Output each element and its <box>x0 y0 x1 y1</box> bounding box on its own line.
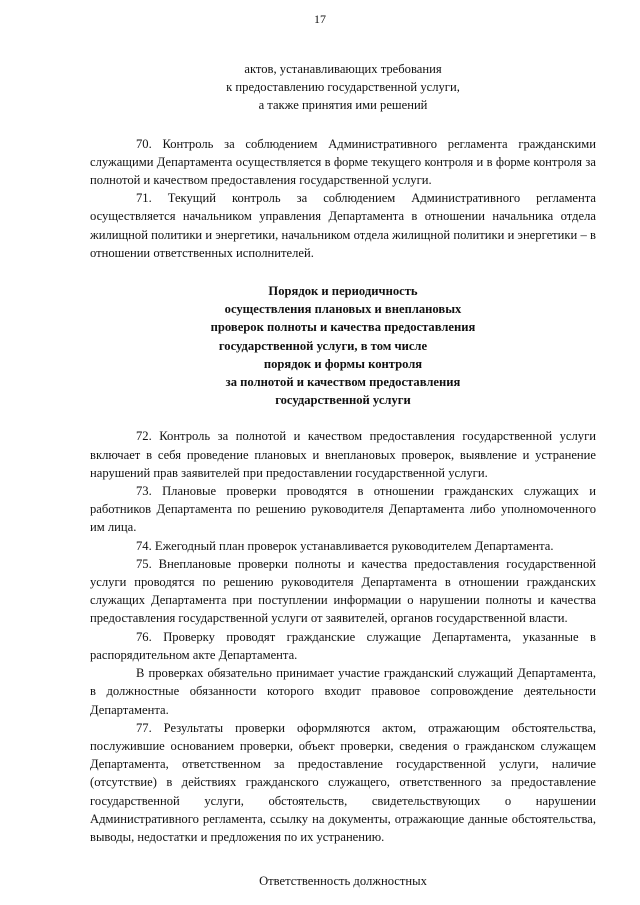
heading-continuation-line: актов, устанавливающих требования <box>244 62 442 76</box>
next-section-heading: Ответственность должностных <box>259 874 427 889</box>
section-heading-line: государственной услуги, в том числе <box>218 338 428 353</box>
paragraph-75: 75. Внеплановые проверки полноты и качества предоставления государственной услуги проводятся по решению руководителя Департамента в отношении гражданских служащих Департамента при поступлении информации о нарушении полноты и качества предоставления государственной услуги от заявителей, органов государственной власти. <box>90 556 596 626</box>
paragraph-77: 77. Результаты проверки оформляются актом, отражающим обстоятельства, послужившие основанием проверки, объект проверки, сведения о гражданском служащем Департамента, ответственном за предоставление государственной услуги, наличие (отсутствие) в действиях гражданского служащего, ответственного за предоставление государственной услуги, обстоятельств, свидетельствующих о нарушении Административного регламента, ссылку на документы, отражающие данные обстоятельства, выводы, недостатки и предложения по их устранению. <box>90 720 596 844</box>
paragraph-74: 74. Ежегодный план проверок устанавливается руководителем Департамента. <box>136 538 554 553</box>
section-heading-line: осуществления плановых и внеплановых <box>224 302 462 317</box>
paragraph-70: 70. Контроль за соблюдением Административного регламента гражданскими служащими Департамента осуществляется в форме текущего контроля и в форме контроля за полнотой и качеством предоставления государственной услуги. <box>90 136 596 188</box>
section-heading <box>90 282 596 409</box>
page-number: 17 <box>314 12 326 26</box>
paragraph-71: 71. Текущий контроль за соблюдением Административного регламента осуществляется начальником управления Департамента в отношении начальника отдела жилищной политики и энергетики, начальником отдела жилищной политики и энергетики – в отношении ответственных исполнителей. <box>90 191 596 260</box>
section-heading-line: порядок и формы контроля <box>263 356 423 371</box>
section-heading-line: за полнотой и качеством предоставления <box>225 375 461 390</box>
heading-continuation-line: а также принятия ими решений <box>258 98 428 113</box>
paragraph-76: 76. Проверку проводят гражданские служащие Департамента, указанные в распорядительном акте Департамента. <box>90 629 596 662</box>
paragraph-76-participation: В проверках обязательно принимает участие гражданский служащий Департамента, в должностные обязанности которого входит правовое сопровождение деятельности Департамента. <box>90 666 596 717</box>
paragraph-72: 72. Контроль за полнотой и качеством предоставления государственной услуги включает в себя проведение плановых и внеплановых проверок, выявление и устранение нарушений прав заявителей при предоставлении государственной услуги. <box>90 429 596 480</box>
paragraph-73: 73. Плановые проверки проводятся в отношении гражданских служащих и работников Департамента по решению руководителя Департамента либо уполномоченного им лица. <box>90 484 596 535</box>
section-heading-line: проверок полноты и качества предоставления <box>210 320 476 335</box>
section-heading-line: государственной услуги <box>275 393 411 408</box>
heading-continuation-line: к предоставлению государственной услуги, <box>226 80 460 95</box>
heading-continuation <box>90 60 596 115</box>
page-content <box>90 60 596 890</box>
section-heading-line: Порядок и периодичность <box>268 284 418 299</box>
